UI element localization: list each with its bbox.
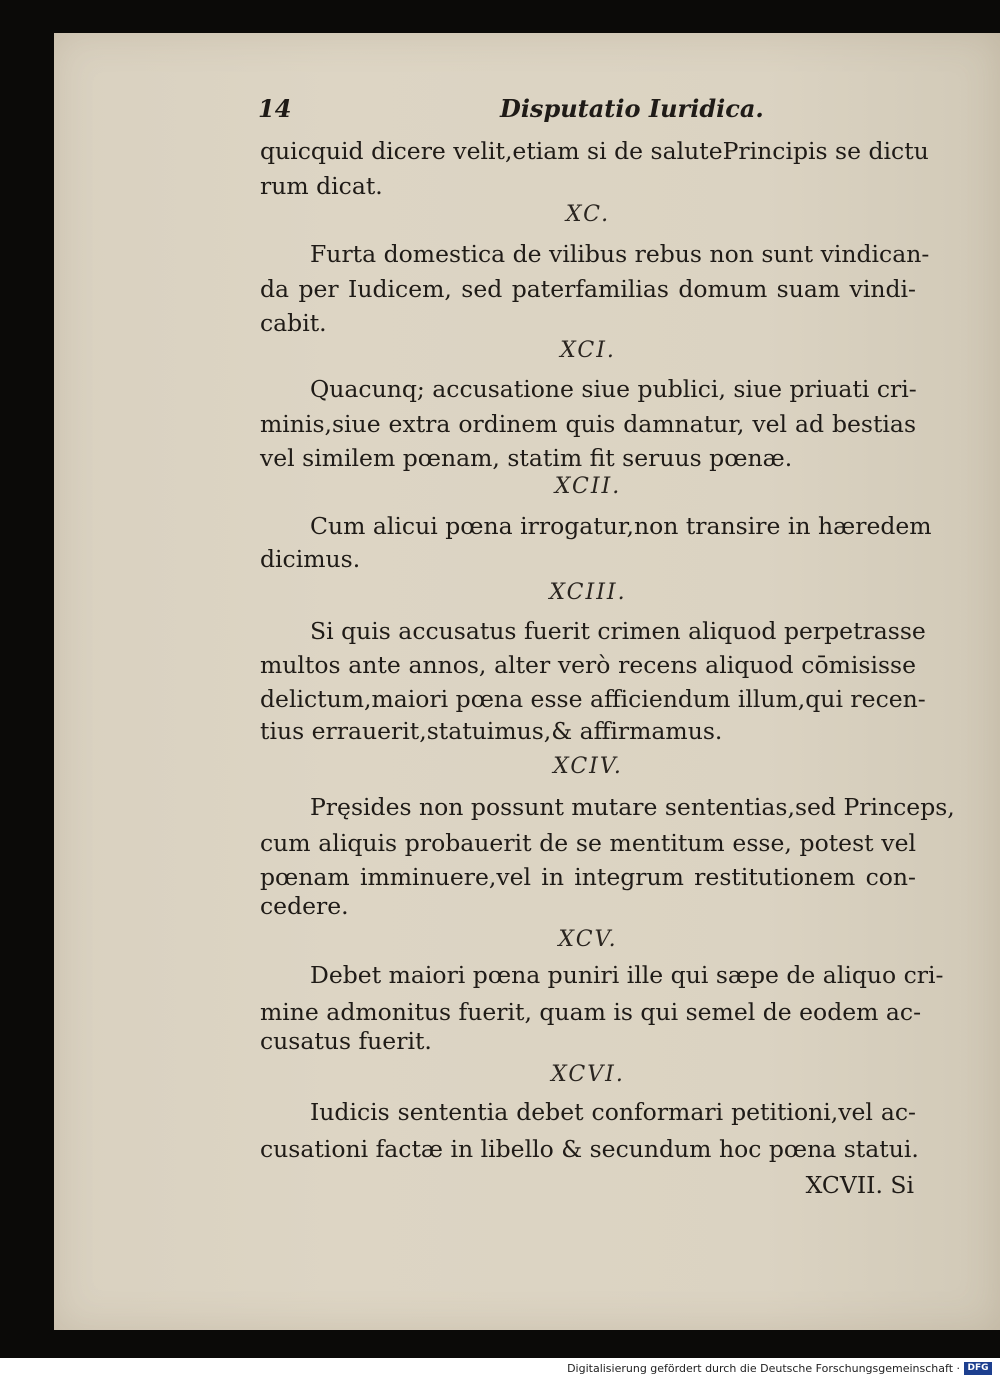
- text-line: quicquid dicere velit,etiam si de salutePrincipis se dictu: [260, 137, 929, 165]
- funding-credit: Digitalisierung gefördert durch die Deutsche Forschungsgemeinschaft ·: [567, 1362, 960, 1375]
- text-line: cusationi factæ in libello & secundum hoc pœna statui.: [260, 1135, 919, 1163]
- text-line: cedere.: [260, 892, 349, 920]
- text-line: minis,siue extra ordinem quis damnatur, vel ad bestias: [260, 410, 916, 438]
- text-line: da per Iudicem, sed paterfamilias domum suam vindi-: [260, 275, 916, 303]
- text-line: multos ante annos, alter verò recens aliquod cōmisisse: [260, 651, 916, 679]
- text-line: Furta domestica de vilibus rebus non sunt vindican-: [310, 240, 930, 268]
- text-line: pœnam imminuere,vel in integrum restitutionem con-: [260, 863, 916, 891]
- text-line: Cum alicui pœna irrogatur,non transire in hæredem: [310, 512, 932, 540]
- text-line: Iudicis sententia debet conformari petitioni,vel ac-: [310, 1098, 916, 1126]
- running-title: Disputatio Iuridica.: [500, 94, 764, 123]
- catchword: XCVII. Si: [805, 1171, 914, 1199]
- digitization-footer: [0, 1358, 1000, 1380]
- thesis-number: XCVI.: [551, 1062, 625, 1087]
- text-line: tius errauerit,statuimus,& affirmamus.: [260, 717, 723, 745]
- text-line: dicimus.: [260, 545, 361, 573]
- text-line: Debet maiori pœna puniri ille qui sæpe de aliquo cri-: [310, 961, 944, 989]
- thesis-number: XCI.: [560, 338, 616, 363]
- text-line: Quacunq; accusatione siue publici, siue priuati cri-: [310, 375, 917, 403]
- thesis-number: XCV.: [558, 927, 618, 952]
- text-line: cusatus fuerit.: [260, 1027, 432, 1055]
- text-line: mine admonitus fuerit, quam is qui semel de eodem ac-: [260, 998, 922, 1026]
- text-line: rum dicat.: [260, 172, 383, 200]
- page-number: 14: [258, 94, 292, 123]
- text-line: Pręsides non possunt mutare sententias,sed Princeps,: [310, 793, 955, 821]
- thesis-number: XC.: [565, 202, 611, 227]
- text-line: cabit.: [260, 309, 327, 337]
- text-line: delictum,maiori pœna esse afficiendum illum,qui recen-: [260, 685, 926, 713]
- dfg-logo: DFG: [964, 1362, 992, 1375]
- thesis-number: XCIII.: [549, 580, 627, 605]
- text-line: cum aliquis probauerit de se mentitum esse, potest vel: [260, 829, 916, 857]
- text-line: vel similem pœnam, statim fit seruus pœnæ.: [260, 444, 793, 472]
- thesis-number: XCII.: [554, 474, 622, 499]
- text-line: Si quis accusatus fuerit crimen aliquod perpetrasse: [310, 617, 926, 645]
- thesis-number: XCIV.: [553, 754, 623, 779]
